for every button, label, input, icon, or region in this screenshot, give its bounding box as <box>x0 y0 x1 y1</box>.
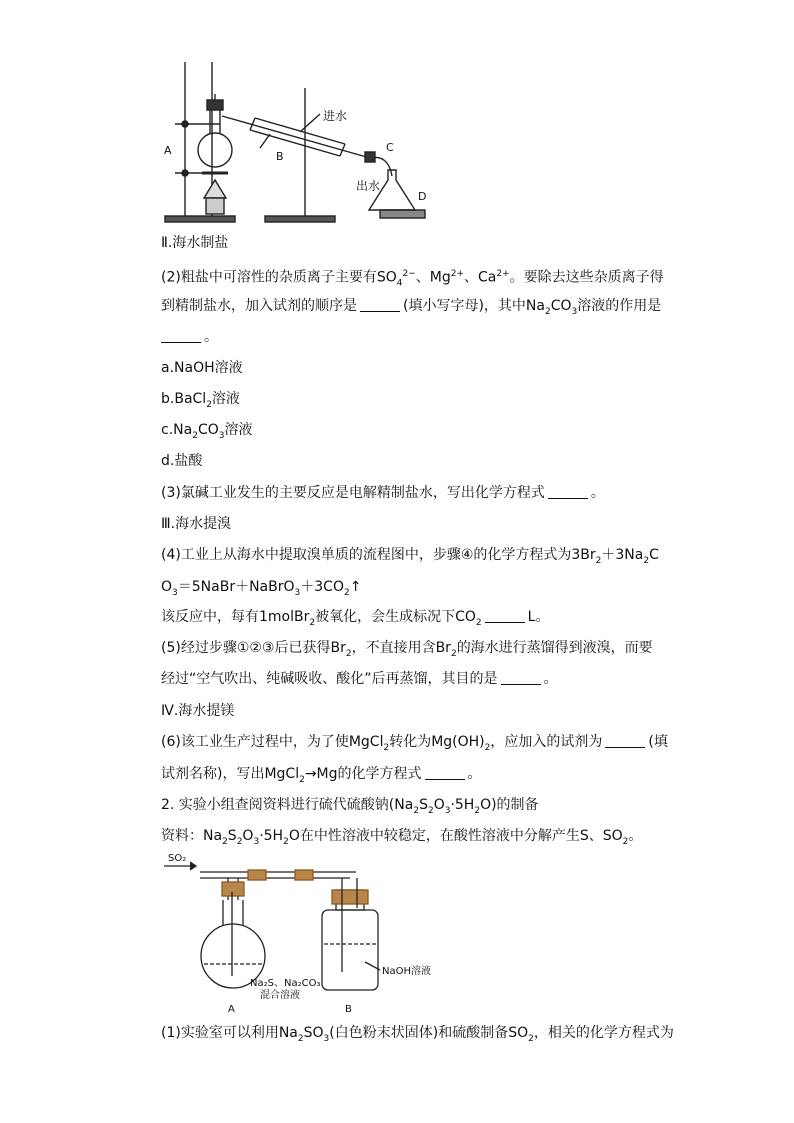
question-5-line-2: 经过“空气吹出、纯碱吸收、酸化”后再蒸馏，其目的是 。 <box>161 671 558 687</box>
option-c: $c.Na_2CO_3$溶液 <box>161 422 253 441</box>
problem-2-title: 2. 实验小组查阅资料进行硫代硫酸钠$(Na_2S_2O_3\cdot 5H_2O)$的制备 <box>161 797 539 816</box>
question-3: (3)氯碱工业发生的主要反应是电解精制盐水，写出化学方程式 。 <box>161 485 605 501</box>
mixture-label-2: 混合溶液 <box>260 990 300 1001</box>
naoh-label: NaOH溶液 <box>382 966 431 977</box>
section-heading: Ⅲ.海水提溴 <box>161 516 232 532</box>
question-4-line-2: $O_3=5NaBr+NaBrO_3+3CO_2↑$ <box>161 579 362 598</box>
answer-blank <box>425 765 465 780</box>
so2-label: SO₂ <box>168 853 187 864</box>
problem-2-question-1: (1)实验室可以利用$Na_2SO_3$(白色粉末状固体)和硫酸制备$SO_2$，相关的化学方程式为 <box>161 1025 674 1044</box>
label-c: C <box>386 141 394 154</box>
question-5-line-1: (5)经过步骤①②③后已获得$Br_2$，不直接用含$Br_2$的海水进行蒸馏得到液溴，而要 <box>161 640 653 659</box>
distillation-apparatus-figure <box>160 58 445 226</box>
label-b: B <box>345 1004 352 1015</box>
so2-apparatus-figure <box>160 852 460 1016</box>
question-6-line-2: 试剂名称)，写出MgCl$_2$→Mg的化学方程式 。 <box>161 766 482 785</box>
answer-blank <box>485 608 525 623</box>
answer-blank <box>501 670 541 685</box>
label-a: A <box>164 144 172 157</box>
label-a: A <box>228 1004 235 1015</box>
question-4-line-3: 该反应中，每有1molBr$_2$被氧化，会生成标况下$CO_2$ L。 <box>161 609 550 628</box>
label-water-in: 进水 <box>323 109 348 123</box>
section-heading: Ⅱ.海水制盐 <box>161 235 229 251</box>
question-2-line-1: (2)粗盐中可溶性的杂质离子主要有$SO_4^{2-}$、$Mg^{2+}$、$Ca^{2+}$。要除去这些杂质离子得 <box>161 269 664 289</box>
answer-blank <box>360 297 400 312</box>
question-4-line-1: (4)工业上从海水中提取溴单质的流程图中，步骤④的化学方程式为$3Br_2+3Na_2C$ <box>161 547 659 566</box>
option-d: d.盐酸 <box>161 453 203 469</box>
option-b: b.BaCl$_2$溶液 <box>161 391 240 410</box>
question-6-line-1: (6)该工业生产过程中，为了使MgCl$_2$转化为$Mg(OH)_2$，应加入的试剂为 (填 <box>161 734 668 753</box>
option-a: a.NaOH溶液 <box>161 360 243 376</box>
label-b: B <box>276 150 284 163</box>
section-heading: Ⅳ.海水提镁 <box>161 703 235 719</box>
question-2-line-2: 到精制盐水，加入试剂的顺序是 (填小写字母)，其中$Na_2CO_3$溶液的作用是 <box>161 298 662 317</box>
answer-blank <box>605 733 645 748</box>
question-2-line-3: 。 <box>161 327 218 347</box>
label-d: D <box>418 190 427 203</box>
answer-blank <box>548 484 588 499</box>
problem-2-info: 资料：$Na_2S_2O_3\cdot 5H_2O$在中性溶液中较稳定，在酸性溶液中分解产生S、$SO_2$。 <box>161 828 643 847</box>
mixture-label-1: Na₂S、Na₂CO₃ <box>250 978 321 989</box>
label-water-out: 出水 <box>356 179 381 193</box>
answer-blank <box>161 328 201 343</box>
